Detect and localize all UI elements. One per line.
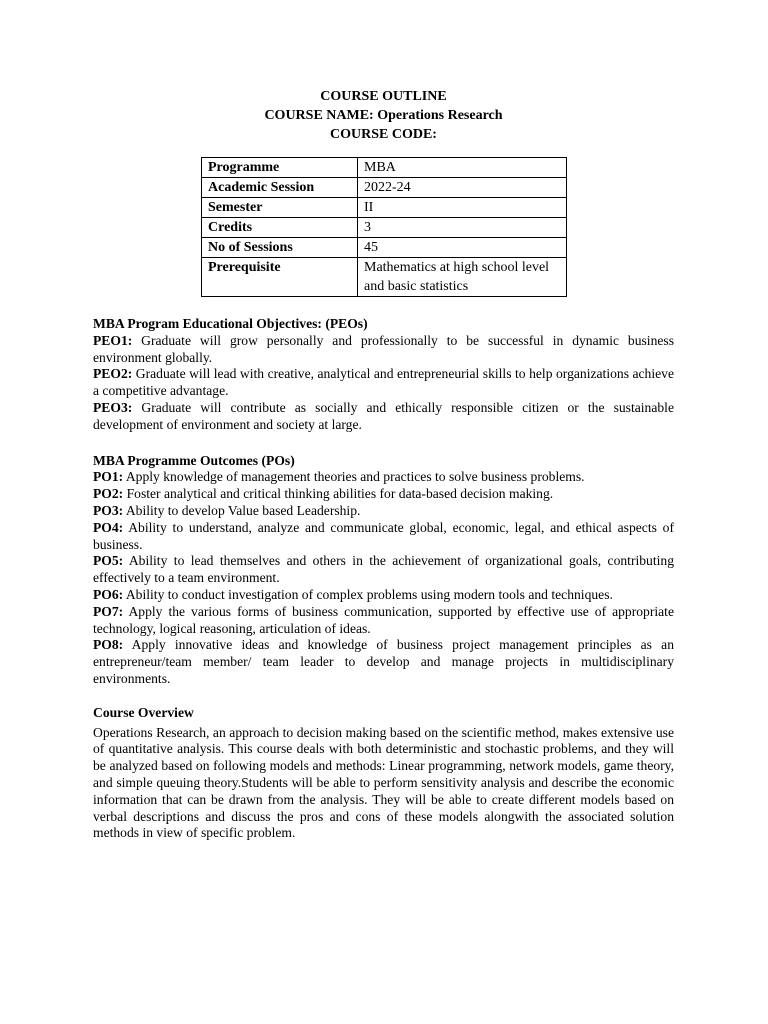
po-item	[93, 503, 674, 520]
table-row	[202, 258, 567, 297]
table-value: 2022-24	[358, 178, 567, 198]
table-value: Mathematics at high school level and basic statistics	[358, 258, 567, 297]
pos-section	[93, 453, 674, 688]
po-label: PO3:	[93, 502, 124, 518]
peo-label: PEO1:	[93, 332, 133, 348]
po-text: Apply innovative ideas and knowledge of business project management principles as an entrepreneur/team member/ team leader to develop and manage projects in multidisciplinary environments.	[93, 637, 674, 686]
po-text: Ability to conduct investigation of complex problems using modern tools and techniques.	[123, 586, 613, 602]
table-row	[202, 198, 567, 218]
po-text: Apply the various forms of business communication, supported by effective use of appropriate technology, logical reasoning, articulation of ideas.	[93, 603, 674, 636]
po-item	[93, 520, 674, 554]
document-header	[93, 87, 674, 144]
table-value: MBA	[358, 158, 567, 178]
table-row	[202, 238, 567, 258]
document-page	[93, 87, 674, 842]
peo-label: PEO2:	[93, 366, 133, 382]
table-row	[202, 218, 567, 238]
peo-item	[93, 366, 674, 400]
po-item	[93, 587, 674, 604]
pos-title: MBA Programme Outcomes (POs)	[93, 452, 295, 468]
peos-title: MBA Program Educational Objectives: (PEOs)	[93, 316, 368, 331]
header-course-code: COURSE CODE:	[330, 127, 437, 142]
po-label: PO1:	[93, 469, 124, 485]
table-key: Credits	[202, 218, 358, 238]
peo-item	[93, 333, 674, 367]
po-label: PO7:	[93, 603, 124, 619]
po-text: Ability to lead themselves and others in the achievement of organizational goals, contributing effectively to a team environment.	[93, 553, 674, 586]
po-item	[93, 469, 674, 486]
table-row	[202, 178, 567, 198]
table-value: II	[358, 198, 567, 218]
peo-item	[93, 400, 674, 434]
overview-text: Operations Research, an approach to decision making based on the scientific method, makes extensive use of quantitative analysis. This course deals with both deterministic and stochastic problems, and they will be analyzed based on following models and methods: Linear programming, network models, game theory, and simple queuing theory.Students will be able to perform sensitivity analysis and describe the economic information that can be drawn from the analysis. They will be able to create different models based on verbal descriptions and discuss the pros and cons of these models alongwith the associated solution methods in view of specific problem.	[93, 724, 674, 841]
po-label: PO6:	[93, 586, 124, 602]
peo-text: Graduate will contribute as socially and ethically responsible citizen or the sustainable development of environment and society at large.	[93, 399, 674, 432]
peo-text: Graduate will grow personally and professionally to be successful in dynamic business environment globally.	[93, 332, 674, 365]
po-item	[93, 486, 674, 503]
peo-text: Graduate will lead with creative, analytical and entrepreneurial skills to help organizations achieve a competitive advantage.	[93, 366, 674, 399]
header-course-name: COURSE NAME: Operations Research	[264, 108, 503, 123]
po-label: PO2:	[93, 486, 124, 502]
header-title: COURSE OUTLINE	[320, 89, 447, 104]
po-label: PO8:	[93, 637, 124, 653]
table-row	[202, 158, 567, 178]
table-value: 3	[358, 218, 567, 238]
table-key: Academic Session	[202, 178, 358, 198]
peos-section	[93, 316, 674, 434]
table-key: Semester	[202, 198, 358, 218]
peo-label: PEO3:	[93, 399, 133, 415]
table-key: Prerequisite	[202, 258, 358, 297]
table-value: 45	[358, 238, 567, 258]
course-info-table	[201, 157, 567, 297]
table-key: Programme	[202, 158, 358, 178]
po-text: Foster analytical and critical thinking abilities for data-based decision making.	[123, 486, 554, 502]
po-item	[93, 637, 674, 687]
po-label: PO5:	[93, 553, 124, 569]
po-item	[93, 604, 674, 638]
table-key: No of Sessions	[202, 238, 358, 258]
po-text: Apply knowledge of management theories and practices to solve business problems.	[123, 469, 585, 485]
po-text: Ability to understand, analyze and communicate global, economic, legal, and ethical aspects of business.	[93, 519, 674, 552]
po-text: Ability to develop Value based Leadership.	[123, 502, 361, 518]
overview-title: Course Overview	[93, 704, 194, 720]
po-item	[93, 553, 674, 587]
po-label: PO4:	[93, 519, 124, 535]
course-overview-section	[93, 705, 674, 842]
